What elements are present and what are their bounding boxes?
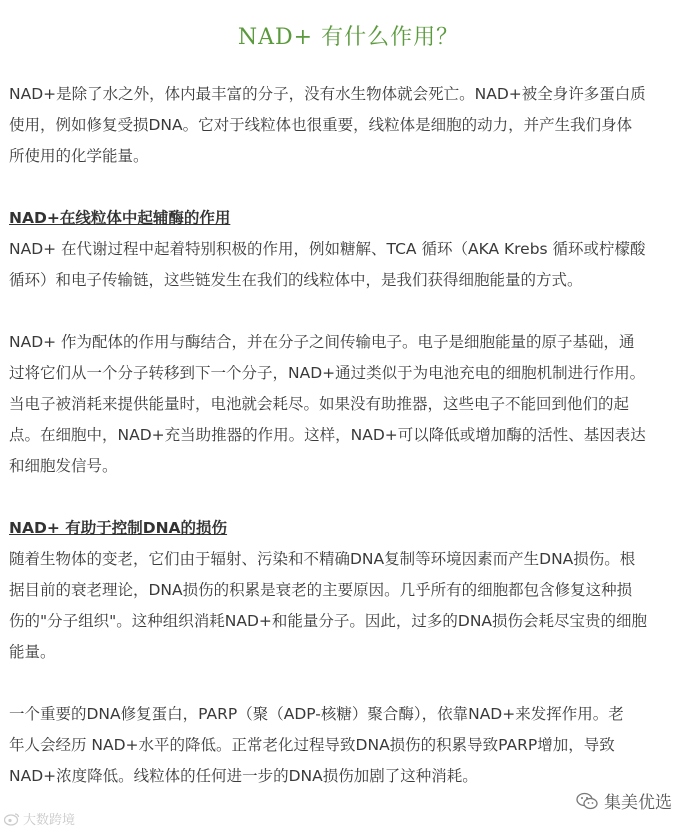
text-line: NAD+ 作为配体的作用与酶结合，并在分子之间传输电子。电子是细胞能量的原子基础，通 <box>9 333 635 351</box>
text-line: NAD+是除了水之外，体内最丰富的分子，没有水生物体就会死亡。NAD+被全身许多蛋白质 <box>9 85 646 103</box>
text-line: 随着生物体的变老，它们由于辐射、污染和不精确DNA复制等环境因素而产生DNA损伤。根 <box>9 550 636 568</box>
text-line: 当电子被消耗来提供能量时，电池就会耗尽。如果没有助推器，这些电子不能回到他们的起 <box>9 395 630 413</box>
page-title: NAD+ 有什么作用？ <box>237 25 460 50</box>
section1-heading: NAD+在线粒体中起辅酶的作用 <box>9 209 231 227</box>
watermark-right <box>576 788 672 813</box>
text-line: NAD+浓度降低。线粒体的任何进一步的DNA损伤加剧了这种消耗。 <box>9 767 478 785</box>
section2-paragraph-2 <box>9 699 689 792</box>
text-line: 循环）和电子传输链，这些链发生在我们的线粒体中，是我们获得细胞能量的方式。 <box>9 271 583 289</box>
text-line: 点。在细胞中，NAD+充当助推器的作用。这样，NAD+可以降低或增加酶的活性、基因表达 <box>9 426 646 444</box>
watermark-left-text: 大数跨境 <box>23 813 76 828</box>
text-line: 使用，例如修复受损DNA。它对于线粒体也很重要，线粒体是细胞的动力，并产生我们身体 <box>9 116 633 134</box>
section1-paragraph-2 <box>9 327 689 482</box>
intro-paragraph <box>9 79 689 172</box>
text-line: 和细胞发信号。 <box>9 457 118 475</box>
text-line: NAD+ 在代谢过程中起着特别积极的作用，例如糖解、TCA 循环（AKA Krebs 循环或柠檬酸 <box>9 240 646 258</box>
text-line: 据目前的衰老理论，DNA损伤的积累是衰老的主要原因。几乎所有的细胞都包含修复这种损 <box>9 581 633 599</box>
wechat-icon <box>576 792 598 810</box>
weibo-icon <box>4 812 20 826</box>
text-line: 年人会经历 NAD+水平的降低。正常老化过程导致DNA损伤的积累导致PARP增加，导致 <box>9 736 615 754</box>
section2-paragraph-1 <box>9 544 689 668</box>
text-line: 一个重要的DNA修复蛋白，PARP（聚（ADP-核糖）聚合酶），依靠NAD+来发挥作用。老 <box>9 705 624 723</box>
text-line: 能量。 <box>9 643 56 661</box>
section2-heading: NAD+ 有助于控制DNA的损伤 <box>9 519 228 537</box>
text-line: 所使用的化学能量。 <box>9 147 149 165</box>
text-line: 伤的"分子组织"。这种组织消耗NAD+和能量分子。因此，过多的DNA损伤会耗尽宝贵的细胞 <box>9 612 648 630</box>
watermark-right-text: 集美优选 <box>604 793 672 813</box>
section1-paragraph-1 <box>9 234 689 296</box>
text-line: 过将它们从一个分子转移到下一个分子，NAD+通过类似于为电池充电的细胞机制进行作用。 <box>9 364 646 382</box>
watermark-left <box>4 809 75 828</box>
